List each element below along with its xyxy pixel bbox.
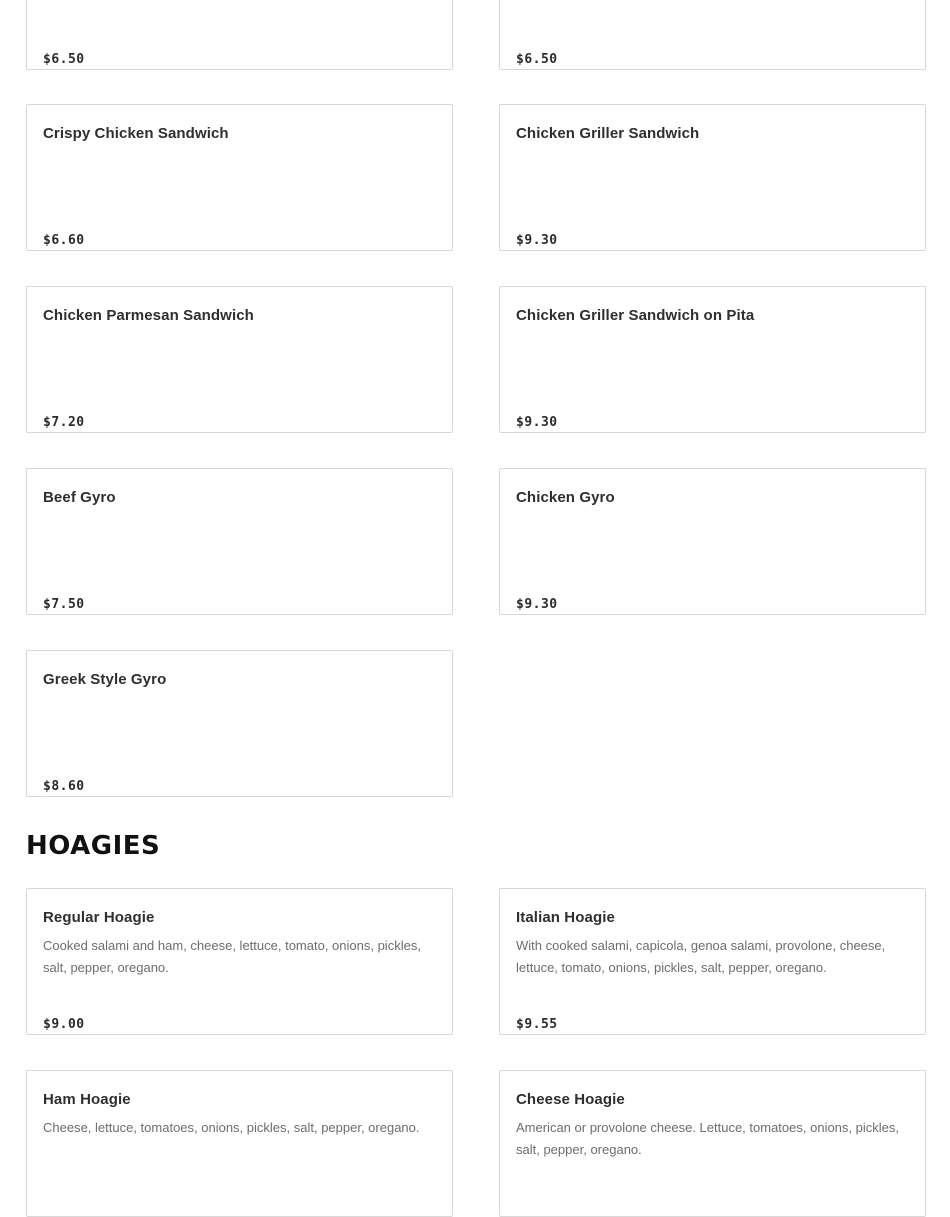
item-name: Chicken Griller Sandwich on Pita bbox=[516, 307, 755, 324]
menu-item-card[interactable] bbox=[499, 104, 926, 251]
item-price: $9.55 bbox=[516, 1017, 558, 1032]
item-name: Cheese Hoagie bbox=[516, 1091, 625, 1108]
item-price: $9.30 bbox=[516, 415, 558, 430]
menu-item-card[interactable] bbox=[26, 104, 453, 251]
item-name: Crispy Chicken Sandwich bbox=[43, 125, 229, 142]
menu-item-card[interactable] bbox=[26, 1070, 453, 1217]
menu-item-card[interactable] bbox=[26, 468, 453, 615]
item-price: $6.50 bbox=[43, 52, 85, 67]
item-name: Italian Hoagie bbox=[516, 909, 615, 926]
item-name: Regular Hoagie bbox=[43, 909, 155, 926]
item-description: American or provolone cheese. Lettuce, tomatoes, onions, pickles, salt, pepper, oregano. bbox=[516, 1120, 899, 1157]
menu-item-card[interactable] bbox=[499, 286, 926, 433]
item-price: $7.50 bbox=[43, 597, 85, 612]
menu-item-card[interactable] bbox=[26, 888, 453, 1035]
menu-item-card[interactable] bbox=[499, 0, 926, 70]
menu-item-card[interactable] bbox=[499, 888, 926, 1035]
item-name: Chicken Parmesan Sandwich bbox=[43, 307, 254, 324]
item-name: Beef Gyro bbox=[43, 489, 116, 506]
menu-item-card[interactable] bbox=[499, 1070, 926, 1217]
menu-item-card[interactable] bbox=[26, 286, 453, 433]
item-name: Chicken Griller Sandwich bbox=[516, 125, 700, 142]
item-price: $6.60 bbox=[43, 233, 85, 248]
item-description: Cooked salami and ham, cheese, lettuce, tomato, onions, pickles, salt, pepper, oregano. bbox=[43, 938, 421, 975]
item-price: $9.30 bbox=[516, 597, 558, 612]
item-price: $8.60 bbox=[43, 779, 85, 794]
menu-item-card[interactable] bbox=[26, 0, 453, 70]
section-title-hoagies: HOAGIES bbox=[26, 831, 161, 861]
menu-item-card[interactable] bbox=[499, 468, 926, 615]
item-name: Chicken Gyro bbox=[516, 489, 615, 506]
item-price: $7.20 bbox=[43, 415, 85, 430]
item-price: $9.00 bbox=[43, 1017, 85, 1032]
item-name: Greek Style Gyro bbox=[43, 671, 167, 688]
menu-item-card[interactable] bbox=[26, 650, 453, 797]
item-description: With cooked salami, capicola, genoa salami, provolone, cheese, lettuce, tomato, onions, pickles, salt, pepper, oregano. bbox=[516, 938, 886, 975]
item-price: $6.50 bbox=[516, 52, 558, 67]
item-price: $9.30 bbox=[516, 233, 558, 248]
item-name: Ham Hoagie bbox=[43, 1091, 131, 1108]
item-description: Cheese, lettuce, tomatoes, onions, pickles, salt, pepper, oregano. bbox=[43, 1120, 420, 1135]
